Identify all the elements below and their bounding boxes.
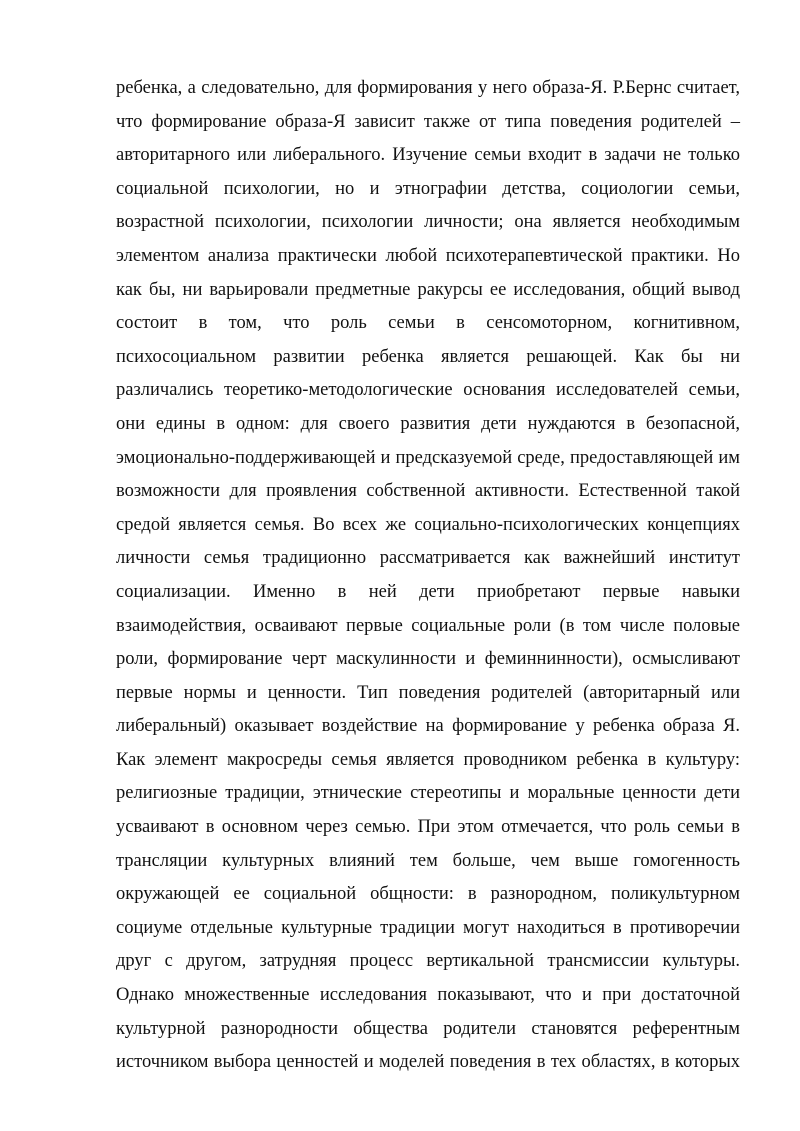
text-line: они едины в одном: для своего развития дети нуждаются в безопасной, (116, 413, 740, 434)
text-line: взаимодействия, осваивают первые социальные роли (в том числе половые (116, 615, 740, 636)
text-line: личности семья традиционно рассматривается как важнейший институт (116, 548, 740, 569)
text-line: окружающей ее социальной общности: в разнородном, поликультурном (116, 884, 740, 905)
text-line: различались теоретико-методологические основания исследователей семьи, (116, 380, 740, 401)
text-line: социуме отдельные культурные традиции могут находиться в противоречии (116, 917, 740, 938)
text-line: возможности для проявления собственной активности. Естественной такой (116, 481, 740, 502)
text-line: элементом анализа практически любой психотерапевтической практики. Но (116, 245, 740, 266)
text-line: либеральный) оказывает воздействие на формирование у ребенка образа Я. (116, 716, 740, 737)
text-line: религиозные традиции, этнические стереотипы и моральные ценности дети (116, 783, 740, 804)
text-line: социализации. Именно в ней дети приобретают первые навыки (116, 581, 740, 602)
text-line: источником выбора ценностей и моделей поведения в тех областях, в которых (116, 1052, 740, 1073)
text-line: состоит в том, что роль семьи в сенсомоторном, когнитивном, (116, 313, 740, 334)
text-line: Как элемент макросреды семья является проводником ребенка в культуру: (116, 749, 740, 770)
text-line: друг с другом, затрудняя процесс вертикальной трансмиссии культуры. (116, 951, 740, 972)
text-line: социальной психологии, но и этнографии детства, социологии семьи, (116, 178, 740, 199)
text-line: первые нормы и ценности. Тип поведения родителей (авторитарный или (116, 682, 740, 703)
text-line: что формирование образа-Я зависит также от типа поведения родителей – (116, 111, 740, 132)
text-line: усваивают в основном через семью. При этом отмечается, что роль семьи в (116, 817, 740, 838)
text-line: роли, формирование черт маскулинности и феминнинности), осмысливают (116, 649, 740, 670)
text-line: трансляции культурных влияний тем больше, чем выше гомогенность (116, 850, 740, 871)
text-line: авторитарного или либерального. Изучение семьи входит в задачи не только (116, 145, 740, 166)
text-line: возрастной психологии, психологии личности; она является необходимым (116, 212, 740, 233)
text-line: культурной разнородности общества родители становятся референтным (116, 1018, 740, 1039)
body-text (116, 72, 740, 1080)
text-line: эмоционально-поддерживающей и предсказуемой среде, предоставляющей им (116, 447, 740, 468)
text-line: средой является семья. Во всех же социально-психологических концепциях (116, 514, 740, 535)
text-line: ребенка, а следовательно, для формирования у него образа-Я. Р.Бернс считает, (116, 78, 740, 98)
text-line: психосоциальном развитии ребенка является решающей. Как бы ни (116, 346, 740, 367)
text-line: Однако множественные исследования показывают, что и при достаточной (116, 985, 740, 1006)
text-line: как бы, ни варьировали предметные ракурсы ее исследования, общий вывод (116, 279, 740, 300)
